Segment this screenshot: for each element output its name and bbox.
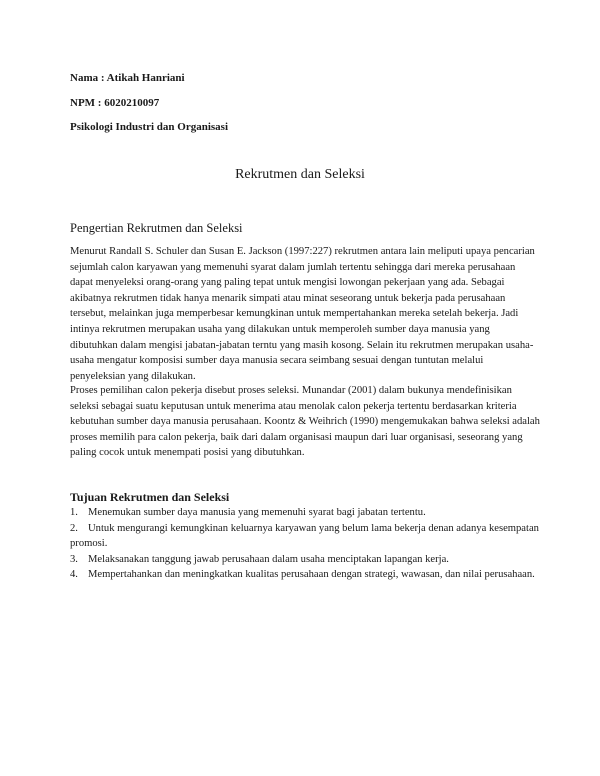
course-name: Psikologi Industri dan Organisasi	[70, 121, 229, 133]
section-heading-definition: Pengertian Rekrutmen dan Seleksi	[70, 221, 243, 235]
list-item: 2. Untuk mengurangi kemungkinan keluarnya karyawan yang belum lama bekerja denan adanya kesempatan promosi.	[70, 522, 539, 550]
paragraph-recruitment: Menurut Randall S. Schuler dan Susan E. Jackson (1997:227) rekrutmen antara lain meliputi upaya pencarian sejumlah calon karyawan yang memenuhi syarat dalam jumlah tertentu sehingga dari mereka perusahaan dapat menyeleksi orang-orang yang paling tepat untuk mengisi lowongan pekerjaan yang ada. Sebagai akibatnya rekrutmen tidak hanya menarik simpati atau minat seseorang untuk bekerja pada perusahaan tersebut, melainkan juga memperbesar kemungkinan untuk mempertahankan mereka setelah bekerja. Jadi intinya rekrutmen merupakan usaha yang dilakukan untuk memperoleh sumber daya manusia yang dibutuhkan dalam mengisi jabatan-jabatan terntu yang masih kosong. Selain itu rekrutmen merupakan usaha-usaha mengatur komposisi sumber daya manusia secara seimbang sesuai dengan tuntutan melalui penyeleksian yang dilakukan.	[70, 246, 535, 382]
section-heading-goals: Tujuan Rekrutmen dan Seleksi	[70, 490, 230, 504]
goals-list	[70, 505, 540, 583]
student-npm: NPM : 6020210097	[70, 97, 160, 109]
list-item: 1. Menemukan sumber daya manusia yang memenuhi syarat bagi jabatan tertentu.	[70, 507, 426, 518]
list-item: 3. Melaksanakan tanggung jawab perusahaan dalam usaha menciptakan lapangan kerja.	[70, 553, 449, 565]
document-title: Rekrutmen dan Seleksi	[235, 167, 365, 182]
paragraph-selection: Proses pemilihan calon pekerja disebut proses seleksi. Munandar (2001) dalam bukunya mendefinisikan seleksi sebagai suatu keputusan untuk menerima atau menolak calon pekerja tertentu berdasarkan kriteria kebutuhan sumber daya manusia perusahaan. Koontz & Weihrich (1990) mengemukakan bahwa seleksi adalah proses memilih para calon pekerja, baik dari dalam organisasi maupun dari luar organisasi, seseorang yang paling cocok untuk menempati posisi yang dibutuhkan.	[70, 385, 540, 459]
student-name: Nama : Atikah Hanriani	[70, 72, 185, 84]
list-item: 4. Mempertahankan dan meningkatkan kualitas perusahaan dengan strategi, wawasan, dan nilai perusahaan.	[70, 569, 535, 581]
